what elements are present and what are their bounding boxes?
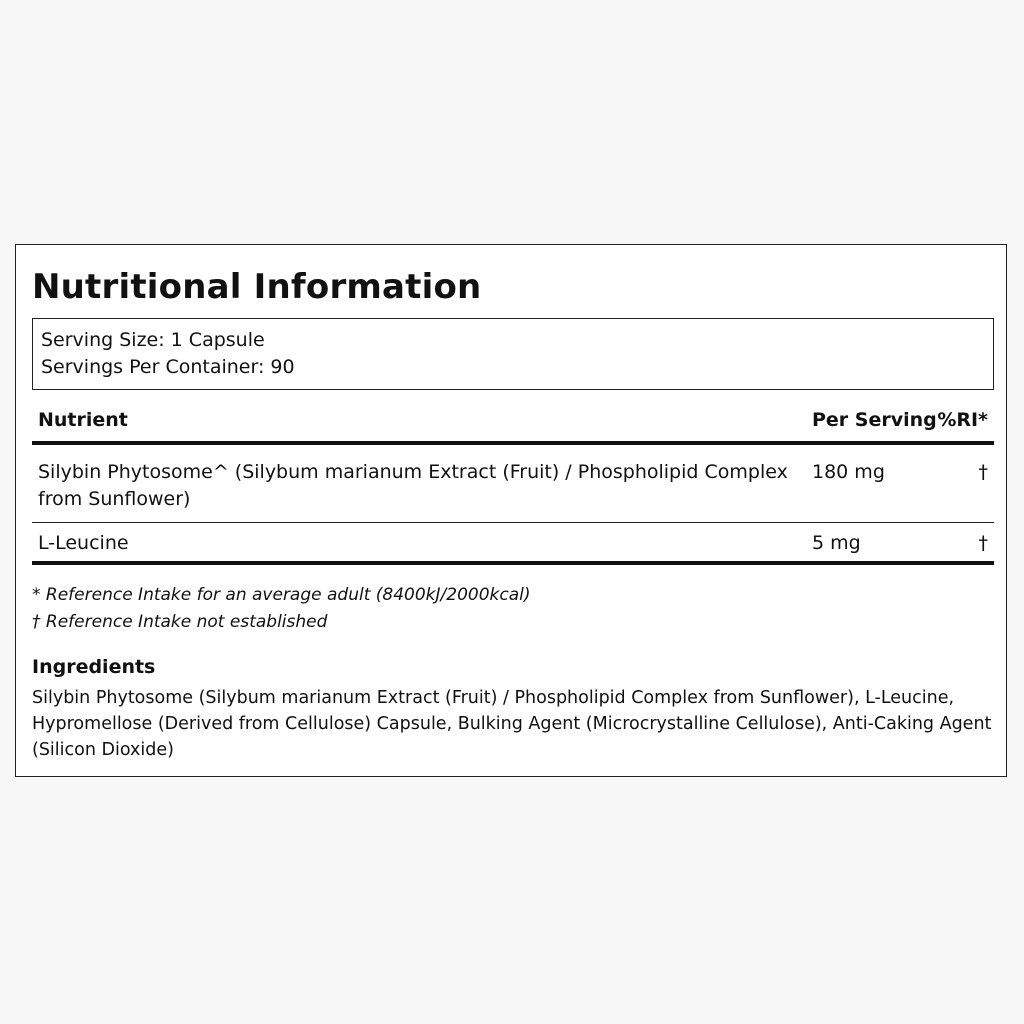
nutrient-ri: † (978, 461, 988, 483)
nutrient-amount: 180 mg (812, 461, 885, 483)
ingredients-title: Ingredients (32, 656, 156, 678)
serving-size: Serving Size: 1 Capsule (41, 329, 265, 351)
serving-info-box (32, 318, 994, 390)
footnote-ri: * Reference Intake for an average adult (8400kJ/2000kcal) (32, 585, 531, 605)
table-header-row (32, 405, 994, 445)
panel-title: Nutritional Information (32, 267, 482, 307)
header-ri: %RI* (937, 409, 988, 431)
nutrient-table (32, 405, 994, 565)
footnotes (32, 582, 531, 636)
table-row (32, 445, 994, 523)
servings-per-container: Servings Per Container: 90 (41, 356, 295, 378)
header-per-serving: Per Serving (812, 409, 937, 431)
nutrient-ri: † (978, 532, 988, 554)
footnote-not-established: † Reference Intake not established (32, 612, 328, 632)
header-nutrient: Nutrient (38, 409, 128, 431)
nutrient-name: Silybin Phytosome^ (Silybum marianum Extract (Fruit) / Phospholipid Complex from Sunflower) (38, 461, 788, 510)
nutrition-panel (15, 244, 1007, 777)
nutrient-name: L-Leucine (38, 532, 129, 554)
nutrient-amount: 5 mg (812, 532, 861, 554)
table-row (32, 523, 994, 565)
ingredients-text: Silybin Phytosome (Silybum marianum Extract (Fruit) / Phospholipid Complex from Sunflower), L-Leucine, Hypromellose (Derived from Cellulose) Capsule, Bulking Agent (Microcrystalline Cellulose), Anti-Caking Agent (Silicon Dioxide) (32, 688, 992, 760)
